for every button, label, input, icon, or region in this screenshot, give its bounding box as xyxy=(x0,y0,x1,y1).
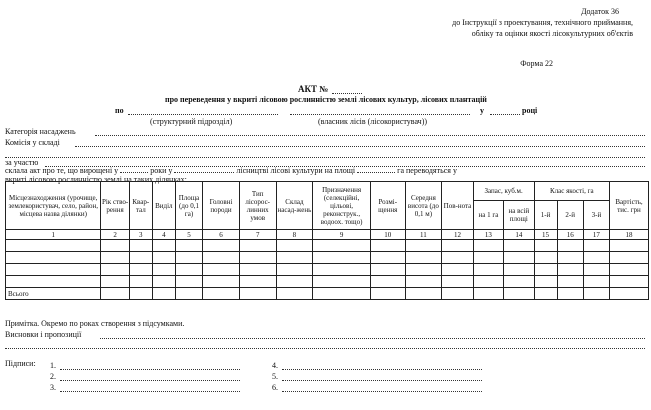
plantations-table xyxy=(5,181,649,300)
col-density: Пов-нота xyxy=(442,182,473,230)
col-number: 6 xyxy=(203,230,240,240)
act-subtitle: про переведення у вкриті лісовою рослинністю землі лісових культур, лісових плантацій xyxy=(165,95,487,104)
form-number: Форма 22 xyxy=(520,59,553,68)
col-year: Рік ство-рення xyxy=(101,182,129,230)
col-quality-2: 2-й xyxy=(557,201,583,230)
owner-line[interactable] xyxy=(290,114,470,115)
col-number: 12 xyxy=(442,230,473,240)
category-line[interactable] xyxy=(95,135,645,136)
col-quality-1: 1-й xyxy=(534,201,557,230)
signature-line-4[interactable] xyxy=(282,369,482,370)
col-height: Середня висота (до 0,1 м) xyxy=(405,182,442,230)
instruction-line-1: до Інструкції з проектування, технічного приймання, xyxy=(452,18,633,27)
signature-number: 6. xyxy=(272,383,278,392)
commission-line-1[interactable] xyxy=(75,146,645,147)
signature-number: 4. xyxy=(272,361,278,370)
col-stock-per-ha: на 1 га xyxy=(473,201,503,230)
u-label: у xyxy=(480,106,484,115)
signature-line-2[interactable] xyxy=(60,380,240,381)
column-numbers-row xyxy=(6,230,649,240)
col-number: 11 xyxy=(405,230,442,240)
table-row[interactable] xyxy=(6,276,649,288)
year-label: році xyxy=(522,106,538,115)
conclusions-line-1[interactable] xyxy=(100,338,645,339)
col-number: 13 xyxy=(473,230,503,240)
col-number: 14 xyxy=(504,230,534,240)
col-cost: Вартість, тис. грн xyxy=(610,182,649,230)
conclusions-label: Висновки і пропозиції xyxy=(5,330,82,339)
total-label: Всього xyxy=(6,288,101,300)
structural-unit-line[interactable] xyxy=(128,114,278,115)
col-purpose: Призначення (селекційні, цільові, реконструк., водоох. тощо) xyxy=(313,182,371,230)
signature-line-5[interactable] xyxy=(282,380,482,381)
commission-line-2[interactable] xyxy=(5,157,645,158)
signature-number: 2. xyxy=(50,372,56,381)
col-main-species: Головні породи xyxy=(203,182,240,230)
col-number: 15 xyxy=(534,230,557,240)
col-quality: Клас якості, га xyxy=(534,182,610,201)
col-composition: Склад насад-жень xyxy=(276,182,313,230)
act-text-line: склала акт про те, що вирощені у роки у лісництві лісові культури на площі га переводяться у xyxy=(5,166,457,175)
col-number: 16 xyxy=(557,230,583,240)
col-forest-type: Тип лісорос-линних умов xyxy=(239,182,276,230)
col-location: Місцезнаходження (урочище, землекористувач, село, район, місцева назва ділянки) xyxy=(6,182,101,230)
col-vydil: Виділ xyxy=(152,182,175,230)
col-quality-3: 3-й xyxy=(583,201,609,230)
col-kvartal: Квар-тал xyxy=(129,182,152,230)
col-number: 8 xyxy=(276,230,313,240)
col-number: 1 xyxy=(6,230,101,240)
category-label: Категорія насаджень xyxy=(5,127,76,136)
signature-number: 1. xyxy=(50,361,56,370)
signatures-label: Підписи: xyxy=(5,359,36,368)
col-number: 3 xyxy=(129,230,152,240)
conclusions-line-2[interactable] xyxy=(5,348,645,349)
col-number: 7 xyxy=(239,230,276,240)
col-stock: Запас, куб.м. xyxy=(473,182,534,201)
appendix-label: Додаток 36 xyxy=(581,7,619,16)
table-row[interactable] xyxy=(6,252,649,264)
total-row xyxy=(6,288,649,300)
col-number: 17 xyxy=(583,230,609,240)
col-stock-total: на всій площі xyxy=(504,201,534,230)
signature-line-3[interactable] xyxy=(60,391,240,392)
structural-unit-caption: (структурний підрозділ) xyxy=(150,117,233,126)
table-row[interactable] xyxy=(6,240,649,252)
act-title: АКТ № xyxy=(298,84,329,94)
act-text-line-2: вкриті лісовою рослинністю землі на таких ділянках: xyxy=(5,175,187,184)
col-number: 18 xyxy=(610,230,649,240)
signature-line-1[interactable] xyxy=(60,369,240,370)
note-text: Примітка. Окремо по роках створення з підсумками. xyxy=(5,319,185,328)
col-number: 10 xyxy=(370,230,405,240)
po-label: по xyxy=(115,106,124,115)
col-number: 4 xyxy=(152,230,175,240)
col-number: 9 xyxy=(313,230,371,240)
participation-label: за участю xyxy=(5,158,39,167)
col-area: Площа (до 0,1 га) xyxy=(175,182,202,230)
col-number: 2 xyxy=(101,230,129,240)
signature-number: 5. xyxy=(272,372,278,381)
owner-caption: (власник лісів (лісокористувач)) xyxy=(318,117,428,126)
act-number-line[interactable] xyxy=(332,93,362,94)
col-placement: Розмі-щення xyxy=(370,182,405,230)
col-number: 5 xyxy=(175,230,202,240)
year-line[interactable] xyxy=(490,114,520,115)
commission-label: Комісія у складі xyxy=(5,138,60,147)
table-row[interactable] xyxy=(6,264,649,276)
signature-number: 3. xyxy=(50,383,56,392)
instruction-line-2: обліку та оцінки якості лісокультурних об'єктів xyxy=(471,29,633,38)
signature-line-6[interactable] xyxy=(282,391,482,392)
